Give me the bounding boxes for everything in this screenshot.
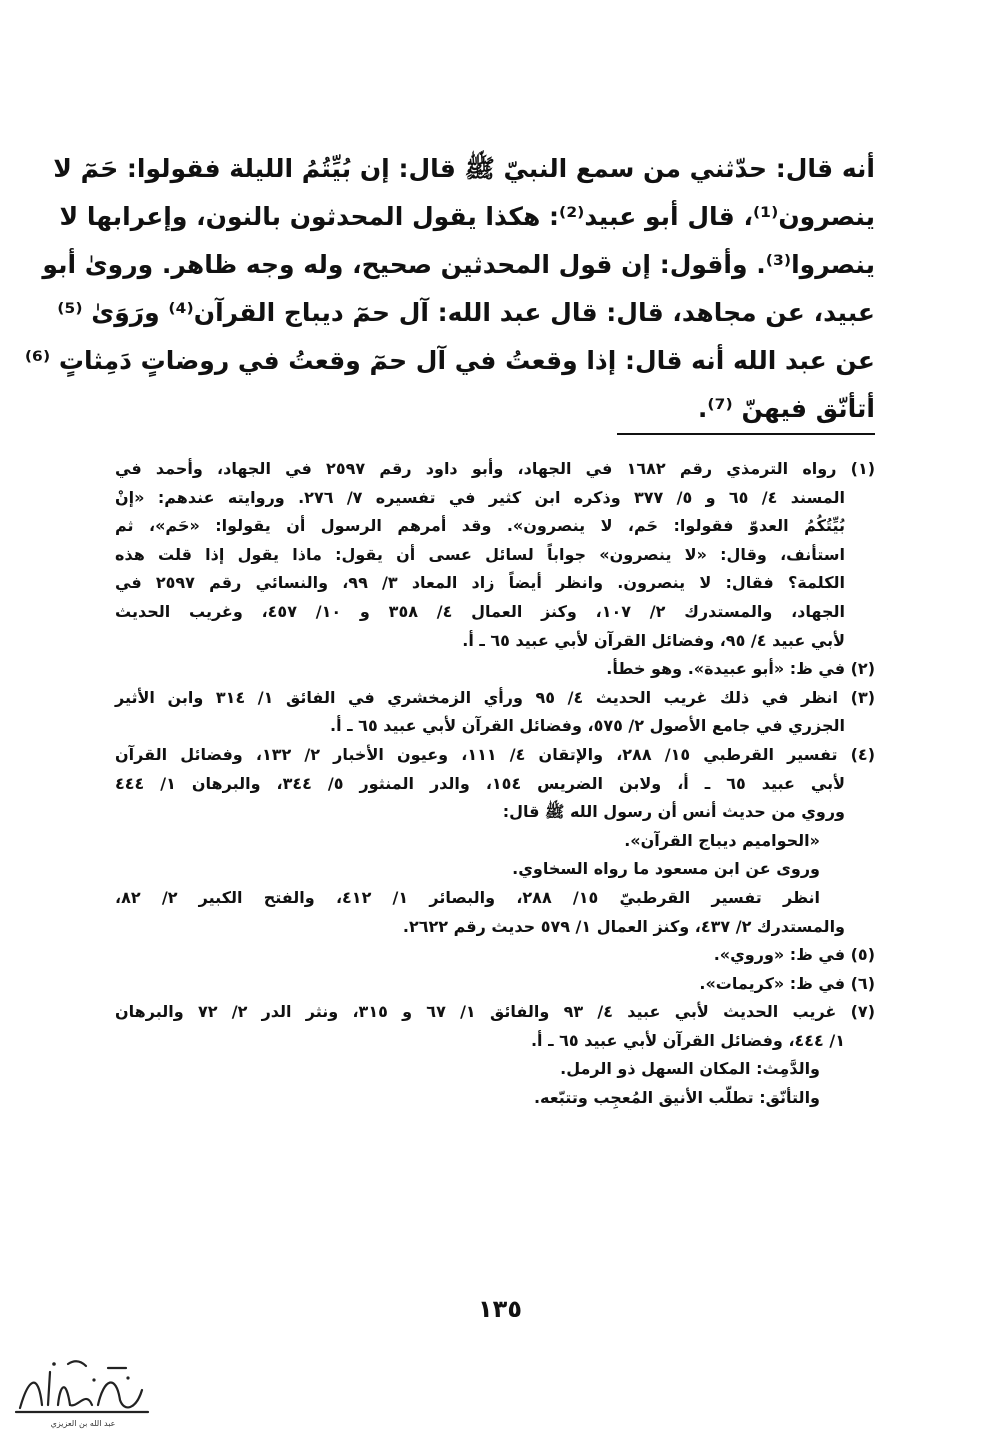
footnote-line: الجزري في جامع الأصول ٢/ ٥٧٥، وفضائل القرآن لأبي عبيد ٦٥ ـ أ. <box>330 716 845 736</box>
footnote-line: استأنف، وقال: «لا ينصرون» جواباً لسائل عسى أن يقول: ماذا يقول إذا قلت هذه <box>115 544 845 564</box>
footnote-line: (٢) في ظ: «أبو عبيدة». وهو خطأ. <box>606 659 875 679</box>
main-text-line: عبيد، عن مجاهد، قال: قال عبد الله: آل حمٓ ديباج القرآن⁽⁴⁾ ورَوَىٰ ⁽⁵⁾ <box>57 298 875 327</box>
footnote-line: وروى عن ابن مسعود ما رواه السخاوي. <box>512 859 820 879</box>
footnote-line: انظر تفسير القرطبيّ ١٥/ ٢٨٨، والبصائر ١/ ٤١٢، والفتح الكبير ٢/ ٨٢، <box>115 887 821 907</box>
footnote-line: الكلمة؟ فقال: لا ينصرون. وانظر أيضاً زاد المعاد ٣/ ٩٩، والنسائي رقم ٢٥٩٧ في <box>115 573 846 593</box>
footnote-line: ١/ ٤٤٤، وفضائل القرآن لأبي عبيد ٦٥ ـ أ. <box>530 1030 845 1050</box>
footnote-separator <box>617 433 875 435</box>
footnote-line: (٥) في ظ: «وروي». <box>713 945 875 965</box>
main-text-line: ينصروا⁽³⁾. وأقول: إن قول المحدثين صحيح، وله وجه ظاهر. وروىٰ أبو <box>42 250 875 279</box>
main-text-line: عن عبد الله أنه قال: إذا وقعتُ في آل حمٓ وقعتُ في روضاتٍ دَمِثاتٍ ⁽⁶⁾ <box>24 346 875 375</box>
footnote-line: (٤) تفسير القرطبي ١٥/ ٢٨٨، والإتقان ٤/ ١١١، وعيون الأخبار ٢/ ١٣٢، وفضائل القرآن <box>115 744 875 764</box>
footnotes-block <box>115 455 875 1113</box>
footnote-line: الجهاد، والمستدرك ٢/ ١٠٧، وكنز العمال ٤/ ٣٥٨ و ١٠/ ٤٥٧، وغريب الحديث <box>115 601 845 621</box>
footnote-line: «الحواميم ديباج القرآن». <box>624 830 820 850</box>
footnote-line: (٣) انظر في ذلك غريب الحديث ٤/ ٩٥ ورأي الزمخشري في الفائق ١/ ٣١٤ وابن الأثير <box>115 687 876 707</box>
footnote-line: والتأنّق: تطلّب الأنيق المُعجِب وتتبّعه. <box>533 1088 820 1108</box>
main-text-line: أنه قال: حدّثني من سمع النبيّ ﷺ قال: إن بُيِّتُمُ الليلة فقولوا: حَمٓ لا <box>53 154 875 183</box>
footnote-line: لأبي عبيد ٦٥ ـ أ، ولابن الضريس ١٥٤، والدر المنثور ٥/ ٣٤٤، والبرهان ١/ ٤٤٤ <box>115 773 846 793</box>
footnote-line: وروي من حديث أنس أن رسول الله ﷺ قال: <box>502 802 845 822</box>
footnote-line: (١) رواه الترمذي رقم ١٦٨٢ في الجهاد، وأبو داود رقم ٢٥٩٧ في الجهاد، وأحمد في <box>115 459 876 478</box>
footnote-line: والدَّمِث: المكان السهل ذو الرمل. <box>560 1059 820 1079</box>
footnote-line: المسند ٤/ ٦٥ و ٥/ ٣٧٧ وذكره ابن كثير في تفسيره ٧/ ٢٧٦. وروايته عندهم: «إنْ <box>115 487 846 507</box>
main-text-line: أتأنّق فيهنّ ⁽⁷⁾. <box>697 394 875 423</box>
footnote-line: بُيِّتُكُمُ العدوّ فقولوا: حَم، لا ينصرون». وقد أمرهم الرسول أن يقولوا: «حَم»، ثم <box>115 516 845 536</box>
footnote-line: (٧) غريب الحديث لأبي عبيد ٤/ ٩٣ والفائق ١/ ٦٧ و ٣١٥، ونثر الدر ٢/ ٧٢ والبرهان <box>115 1002 875 1022</box>
page-number: ١٣٥ <box>478 1295 522 1323</box>
footnote-line: والمستدرك ٢/ ٤٣٧، وكنز العمال ١/ ٥٧٩ حديث رقم ٢٦٢٢. <box>402 916 845 936</box>
main-text-line: ينصرون⁽¹⁾، قال أبو عبيد⁽²⁾: هكذا يقول المحدثون بالنون، وإعرابها لا <box>59 202 875 231</box>
footnote-line: لأبي عبيد ٤/ ٩٥، وفضائل القرآن لأبي عبيد ٦٥ ـ أ. <box>462 630 845 650</box>
footnote-line: (٦) في ظ: «كريمات». <box>699 973 875 993</box>
logo-subtext: عبد الله بن العزيزي <box>50 1419 116 1428</box>
main-text-block <box>24 145 875 433</box>
calligraphy-stamp-icon <box>8 1350 158 1430</box>
